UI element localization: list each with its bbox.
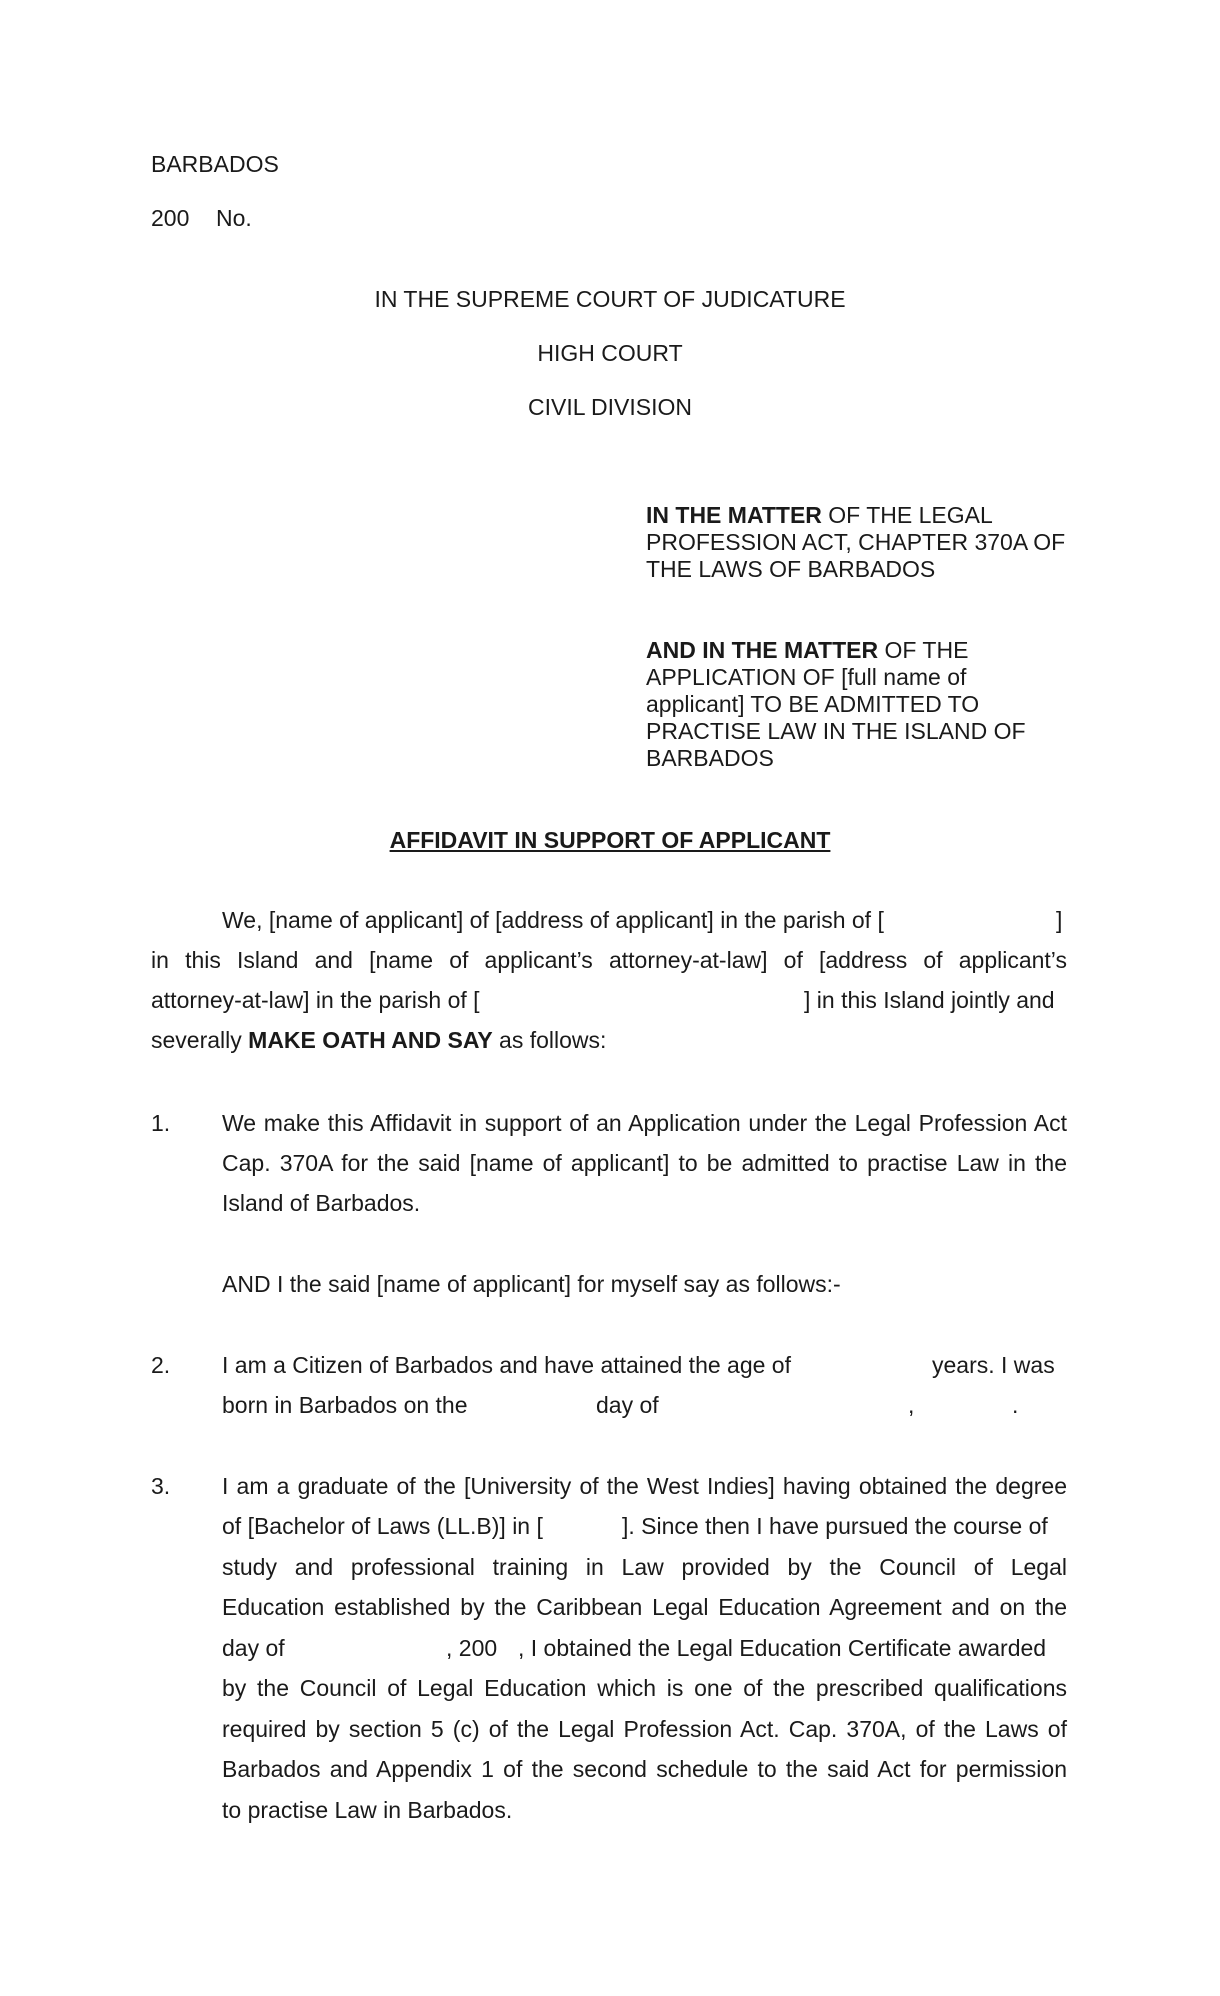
year-label: 200 [151, 205, 190, 231]
item-number-2: 2. [151, 1352, 171, 1378]
item-3-line-5-year: , 200 [446, 1635, 498, 1661]
court-division-civil: CIVIL DIVISION [527, 394, 693, 420]
affidavit-title: AFFIDAVIT IN SUPPORT OF APPLICANT [389, 827, 831, 853]
intro-line-3-end: ] in this Island jointly and [804, 987, 1055, 1013]
intro-line-2: in this Island and [name of applicant’s attorney-at-law] of [address of applicant’s [151, 947, 1067, 973]
item-1-line-1: We make this Affidavit in support of an Application under the Legal Profession Act [222, 1110, 1067, 1136]
item-3-line-6: by the Council of Legal Education which is one of the prescribed qualifications [222, 1675, 1067, 1701]
item-3-line-8: Barbados and Appendix 1 of the second schedule to the said Act for permission [222, 1756, 1067, 1782]
matter-clause-act: IN THE MATTER OF THE LEGAL PROFESSION ACT, CHAPTER 370A OF THE LAWS OF BARBADOS [646, 502, 1066, 582]
applicant-statement-intro: AND I the said [name of applicant] for myself say as follows:- [222, 1271, 841, 1297]
court-division-high: HIGH COURT [537, 340, 683, 366]
item-3-line-5-end: , I obtained the Legal Education Certificate awarded [518, 1635, 1047, 1661]
item-3-line-1: I am a graduate of the [University of the West Indies] having obtained the degree [222, 1473, 1067, 1499]
country-heading: BARBADOS [151, 151, 279, 177]
item-2-day-of: day of [596, 1392, 659, 1418]
item-2-line-2: born in Barbados on the [222, 1392, 468, 1418]
item-3-line-5: day of [222, 1635, 285, 1661]
item-1-line-3: Island of Barbados. [222, 1190, 421, 1216]
item-number-3: 3. [151, 1473, 171, 1499]
case-number-label: No. [216, 205, 252, 231]
court-name: IN THE SUPREME COURT OF JUDICATURE [374, 286, 846, 312]
item-3-line-7: required by section 5 (c) of the Legal Profession Act. Cap. 370A, of the Laws of [222, 1716, 1067, 1742]
item-3-line-9: to practise Law in Barbados. [222, 1797, 513, 1823]
item-number-1: 1. [151, 1110, 171, 1136]
item-3-line-2: of [Bachelor of Laws (LL.B)] in [ [222, 1513, 543, 1539]
intro-line-4: severally MAKE OATH AND SAY as follows: [151, 1027, 607, 1053]
intro-line-1-bracket: ] [1056, 907, 1063, 933]
item-3-line-4: Education established by the Caribbean Legal Education Agreement and on the [222, 1594, 1067, 1620]
item-2-comma: , [908, 1392, 915, 1418]
item-2-line-1-end: years. I was [932, 1352, 1055, 1378]
item-2-line-1: I am a Citizen of Barbados and have attained the age of [222, 1352, 791, 1378]
intro-line-3: attorney-at-law] in the parish of [ [151, 987, 480, 1013]
matter-clause-application: AND IN THE MATTER OF THE APPLICATION OF [full name of applicant] TO BE ADMITTED TO PRACTISE LAW IN THE ISLAND OF BARBADOS [646, 637, 1026, 771]
item-2-period: . [1012, 1392, 1019, 1418]
intro-line-1: We, [name of applicant] of [address of applicant] in the parish of [ [222, 907, 884, 933]
item-3-line-3: study and professional training in Law provided by the Council of Legal [222, 1554, 1067, 1580]
item-3-line-2-end: ]. Since then I have pursued the course of [622, 1513, 1048, 1539]
item-1-line-2: Cap. 370A for the said [name of applicant] to be admitted to practise Law in the [222, 1150, 1067, 1176]
